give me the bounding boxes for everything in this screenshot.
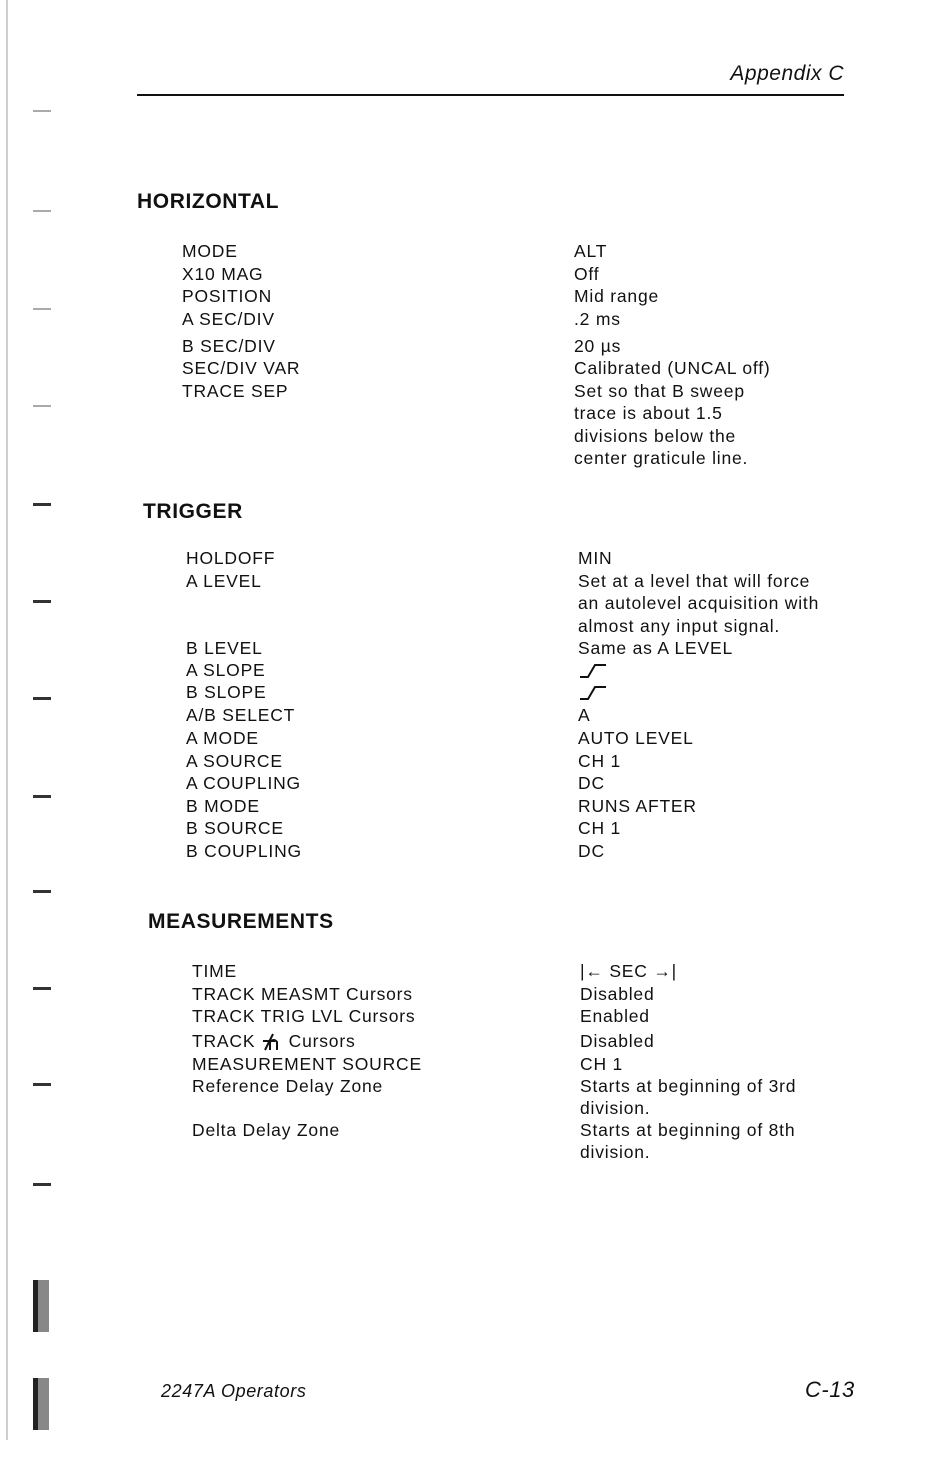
setting-value-line: Disabled [580,1031,655,1051]
setting-value-line: ALT [574,241,608,261]
setting-value-line: A [578,705,591,725]
setting-value [578,750,621,772]
rising-slope-icon [578,662,608,680]
setting-value-line: Disabled [580,984,655,1004]
section-title-trigger: TRIGGER [143,500,243,523]
setting-label: Reference Delay Zone [192,1076,384,1096]
setting-label: Delta Delay Zone [192,1120,341,1140]
setting-value [580,960,677,982]
setting-value-line: an autolevel acquisition with [578,593,820,614]
setting-label-text: TRACK [192,1031,256,1051]
setting-value [578,637,733,659]
setting-value-line: .2 ms [574,309,621,329]
section-title-measurements: MEASUREMENTS [148,910,334,933]
setting-value [574,285,659,307]
setting-value [580,1119,795,1164]
binding-tick [33,405,51,407]
binding-tick [33,1083,51,1086]
setting-value-line: division. [580,1098,651,1119]
setting-value-line: CH 1 [578,751,622,771]
binding-tick [33,697,51,700]
setting-value [580,1005,650,1027]
setting-label: B COUPLING [186,841,302,861]
binding-tick [33,503,51,506]
setting-label: TRACK MEASMT Cursors [192,984,413,1004]
setting-value-line: Off [574,264,600,284]
binding-tick [33,1183,51,1186]
setting-value-line: AUTO LEVEL [578,728,694,748]
setting-label: A SLOPE [186,660,266,680]
setting-label: A SEC/DIV [182,309,275,329]
setting-value-line: Enabled [580,1006,650,1026]
setting-value [578,570,819,637]
setting-label: POSITION [182,286,273,306]
setting-value [574,308,621,330]
setting-label: A LEVEL [186,571,262,591]
setting-value [574,380,748,469]
left-bracket-arrow-icon: |← [580,961,610,981]
binding-tab [33,1378,49,1430]
setting-label-text: Cursors [288,1031,356,1051]
setting-value-line: DC [578,841,605,861]
setting-value-line: Set so that B sweep [574,381,745,401]
setting-label: A MODE [186,728,259,748]
setting-label [192,1030,356,1052]
setting-value-line: trace is about 1.5 [574,403,723,424]
setting-value-line: center graticule line. [574,447,749,468]
setting-value [578,547,612,569]
setting-value-line: RUNS AFTER [578,796,697,816]
setting-label: MEASUREMENT SOURCE [192,1054,422,1074]
binding-line [6,0,8,1440]
setting-label: A/B SELECT [186,705,296,725]
setting-value [574,240,607,262]
setting-value [578,772,605,794]
setting-label: SEC/DIV VAR [182,358,301,378]
setting-value [580,1030,655,1052]
setting-label: B SEC/DIV [182,336,276,356]
setting-value [578,659,608,681]
footer-page-number: C-13 [805,1377,855,1402]
setting-value-line: CH 1 [580,1054,624,1074]
setting-value-line: almost any input signal. [578,615,781,636]
setting-value [574,357,771,379]
setting-value-line: DC [578,773,605,793]
binding-tick [33,308,51,310]
setting-value [578,840,605,862]
delta-t-icon [261,1032,283,1052]
setting-value-line: CH 1 [578,818,622,838]
setting-value [578,727,694,749]
setting-label: B LEVEL [186,638,263,658]
setting-value [578,795,697,817]
setting-value-line: Set at a level that will force [578,571,811,591]
setting-value [578,681,608,703]
setting-value-line: Starts at beginning of 3rd [580,1076,797,1096]
setting-value-line: divisions below the [574,425,737,446]
binding-tab [33,1280,49,1332]
setting-label: X10 MAG [182,264,264,284]
setting-label: B SLOPE [186,682,267,702]
setting-value-line: 20 µs [574,336,622,356]
binding-tick [33,987,51,990]
binding-tick [33,890,51,893]
setting-value [574,263,599,285]
binding-tick [33,210,51,212]
setting-label: HOLDOFF [186,548,276,568]
setting-value-line: Same as A LEVEL [578,638,734,658]
setting-label: TIME [192,961,238,981]
setting-label: TRACK TRIG LVL Cursors [192,1006,416,1026]
setting-label: MODE [182,241,238,261]
setting-value-text: SEC [609,961,648,981]
page-header [137,60,844,96]
setting-value [580,1075,796,1120]
setting-value [578,704,590,726]
setting-value-line: Starts at beginning of 8th [580,1120,796,1140]
section-title-horizontal: HORIZONTAL [137,190,280,213]
setting-label: B MODE [186,796,260,816]
setting-value-line: Calibrated (UNCAL off) [574,358,771,378]
setting-label: A SOURCE [186,751,283,771]
page-binding-edge [0,0,60,1463]
right-bracket-arrow-icon: →| [647,961,678,981]
setting-value-line: MIN [578,548,613,568]
setting-value-line: Mid range [574,286,660,306]
binding-tick [33,600,51,603]
binding-tick [33,795,51,798]
setting-label: A COUPLING [186,773,301,793]
binding-tick [33,110,51,112]
setting-value [580,1053,623,1075]
setting-label: TRACE SEP [182,381,289,401]
setting-value [580,983,655,1005]
setting-value [578,817,621,839]
setting-label: B SOURCE [186,818,284,838]
appendix-title: Appendix C [730,62,844,85]
rising-slope-icon [578,684,608,702]
setting-value [574,335,621,357]
setting-value-line: division. [580,1142,651,1163]
footer-manual-name: 2247A Operators [161,1381,307,1401]
